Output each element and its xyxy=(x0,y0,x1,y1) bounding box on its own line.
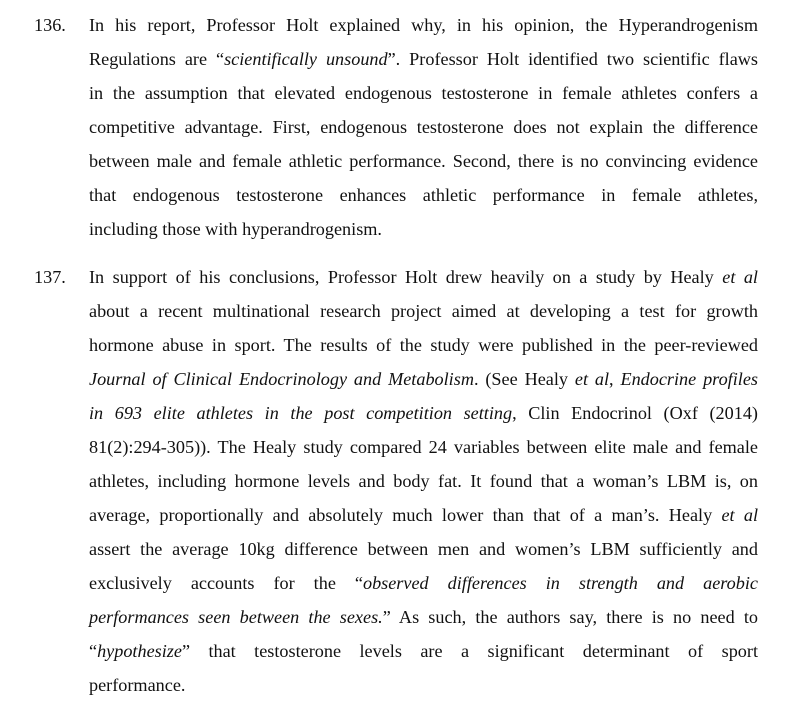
italic-text: performances seen between the sexes. xyxy=(89,607,383,627)
paragraph-number: 136. xyxy=(34,15,66,35)
italic-text: et al xyxy=(722,267,758,287)
text-line xyxy=(89,668,185,702)
text-line xyxy=(89,498,758,532)
text-run: In his report, Professor Holt explained why, in his opinion, the Hyperandrogenism xyxy=(89,15,758,35)
text-line xyxy=(89,144,758,178)
italic-text: in 693 elite athletes in the post competition setting xyxy=(89,403,513,423)
text-run: competitive advantage. First, endogenous testosterone does not explain the difference xyxy=(89,117,758,137)
text-run: , Clin Endocrinol (Oxf (2014) xyxy=(512,403,758,423)
text-run: hormone abuse in sport. The results of the study were published in the peer-reviewed xyxy=(89,335,758,355)
text-run: in the assumption that elevated endogenous testosterone in female athletes confers a xyxy=(89,83,758,103)
text-line xyxy=(89,362,758,396)
text-run: ”. Professor Holt identified two scientific flaws xyxy=(387,49,759,69)
italic-text: et al xyxy=(574,369,610,389)
text-run: about a recent multinational research project aimed at developing a test for growth xyxy=(89,301,758,321)
text-run: including those with hyperandrogenism. xyxy=(89,219,382,239)
text-line xyxy=(89,430,758,464)
text-run: average, proportionally and absolutely much lower than that of a man’s. Healy xyxy=(89,505,722,525)
text-run: “ xyxy=(89,641,98,661)
text-run: Regulations are “ xyxy=(89,49,225,69)
italic-text: Endocrine profiles xyxy=(620,369,758,389)
text-line xyxy=(89,110,758,144)
text-run: assert the average 10kg difference between men and women’s LBM sufficiently and xyxy=(89,539,758,559)
text-line xyxy=(89,42,758,76)
text-run: ” that testosterone levels are a significant determinant of sport xyxy=(181,641,758,661)
text-run: athletes, including hormone levels and body fat. It found that a woman’s LBM is, on xyxy=(89,471,758,491)
text-run: In support of his conclusions, Professor Holt drew heavily on a study by Healy xyxy=(89,267,723,287)
italic-text: Journal of Clinical Endocrinology and Metabolism xyxy=(89,369,474,389)
text-line xyxy=(89,8,758,42)
text-line xyxy=(89,294,758,328)
text-line xyxy=(89,76,758,110)
paragraph-number: 137. xyxy=(34,267,66,287)
text-line xyxy=(89,212,382,246)
text-line xyxy=(89,464,758,498)
text-line xyxy=(89,396,758,430)
text-run: ” As such, the authors say, there is no need to xyxy=(382,607,758,627)
text-line xyxy=(89,600,758,634)
text-run: . (See Healy xyxy=(473,369,575,389)
italic-text: et al xyxy=(721,505,758,525)
text-run: that endogenous testosterone enhances athletic performance in female athletes, xyxy=(89,185,758,205)
italic-text: observed differences in strength and aerobic xyxy=(362,573,758,593)
italic-text: scientifically unsound xyxy=(224,49,388,69)
text-run: 81(2):294-305)). The Healy study compared 24 variables between elite male and female xyxy=(89,437,758,457)
text-line xyxy=(89,260,758,294)
text-run: exclusively accounts for the “ xyxy=(89,573,363,593)
text-line xyxy=(89,532,758,566)
text-line xyxy=(89,328,758,362)
text-run: performance. xyxy=(89,675,186,695)
italic-text: hypothesize xyxy=(97,641,182,661)
text-run: , xyxy=(609,369,621,389)
text-line xyxy=(89,566,758,600)
text-line xyxy=(89,178,758,212)
text-line xyxy=(89,634,758,668)
text-run: between male and female athletic performance. Second, there is no convincing evidence xyxy=(89,151,758,171)
